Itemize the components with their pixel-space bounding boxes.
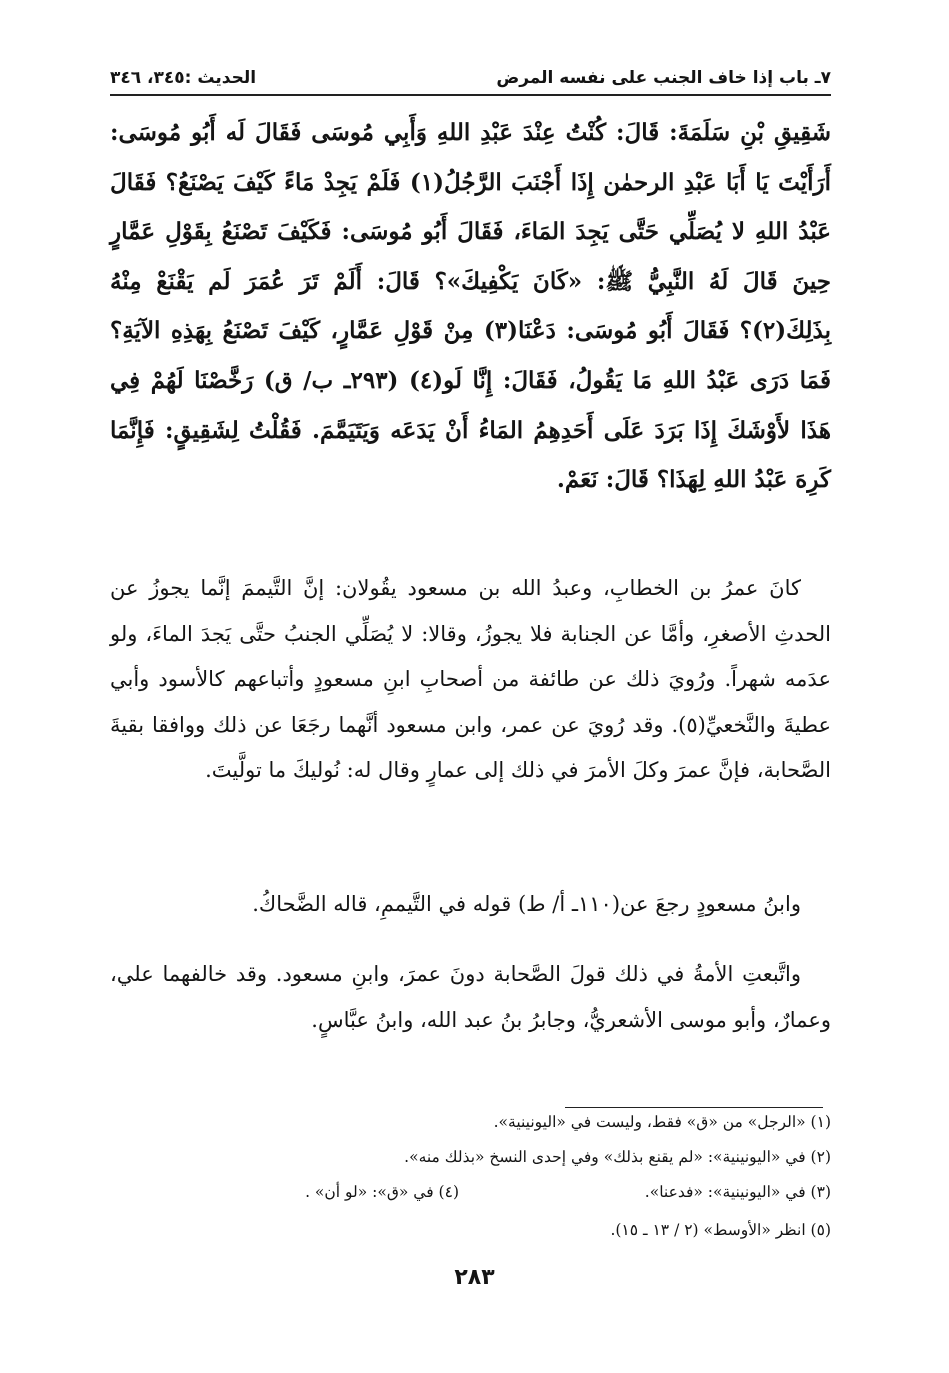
page-number: ٢٨٣ [454, 1265, 495, 1290]
running-header [110, 56, 831, 96]
footnote-2: (٢) في «اليونينية»: «لم يقنع بذلك» وفي إحدى النسخ «بذلك منه». [404, 1148, 831, 1166]
footnote-1: (١) «الرجل» من «ق» فقط، وليست في «اليونينية». [493, 1113, 831, 1131]
commentary-text: وابنُ مسعودٍ رجعَ عن(١١٠ـ أ/ ط) قوله في التَّيممِ، قاله الضَّحاكُ. [252, 892, 801, 916]
commentary-paragraph-3 [110, 952, 831, 1043]
footnote-5: (٥) انظر «الأوسط» (٢ / ١٣ ـ ١٥). [610, 1221, 831, 1239]
footnote-3: (٣) في «اليونينية»: «فدعنا». [644, 1183, 831, 1201]
hadith-text: شَقِيقِ بْنِ سَلَمَةَ: قَالَ: كُنْتُ عِنْدَ عَبْدِ اللهِ وَأَبِي مُوسَى فَقَالَ لَه أَبُو مُوسَى: أَرَأَيْتَ يَا أَبَا عَبْدِ الرحمٰن إِذَا أَجْنَبَ الرَّجُلُ(١) فَلَمْ يَجِدْ مَاءً كَيْفَ يَصْنَعُ؟ فَقَالَ عَبْدُ اللهِ لا يُصَلِّي حَتَّى يَجِدَ المَاءَ، فَقَالَ أَبُو مُوسَى: فَكَيْفَ تَصْنَعُ بِقَوْلِ عَمَّارٍ حِينَ قَالَ لَهُ النَّبِيُّ ﷺ: «كَانَ يَكْفِيكَ»؟ قَالَ: أَلَمْ تَرَ عُمَرَ لَم يَقْنَعْ مِنْهُ بِذَلِكَ(٢)؟ فَقَالَ أَبُو مُوسَى: دَعْنَا(٣) مِنْ قَوْلِ عَمَّارٍ، كَيْفَ تَصْنَعُ بِهَذِهِ الآيَةِ؟ فَمَا دَرَى عَبْدُ اللهِ مَا يَقُولُ، فَقَالَ: إِنَّا لَو(٤) (٢٩٣ـ ب/ ق) رَخَّصْنَا لَهُمْ فِي هَذَا لأَوْشَكَ إِذَا بَرَدَ عَلَى أَحَدِهِمُ المَاءُ أَنْ يَدَعَه وَيَتَيَمَّمَ. فَقُلْتُ لِشَقِيقٍ: فَإِنَّمَا كَرِهَ عَبْدُ اللهِ لِهَذَا؟ قَالَ: نَعَمْ. [110, 119, 831, 494]
chapter-title: ٧ـ باب إذا خاف الجنب على نفسه المرض [496, 68, 831, 88]
commentary-text: واتَّبعتِ الأمةُ في ذلك قولَ الصَّحابة دونَ عمرَ، وابنِ مسعود. وقد خالفهما علي، وعمارٌ، وأبو موسى الأشعريُّ، وجابرُ بنُ عبد الله، وابنُ عبَّاسٍ. [110, 962, 831, 1032]
footnote-separator [565, 1107, 823, 1108]
commentary-paragraph-2 [110, 882, 831, 928]
footnote-4: (٤) في «ق»: «لو أن» . [305, 1183, 459, 1201]
hadith-reference: الحديث :٣٤٥، ٣٤٦ [110, 68, 257, 88]
commentary-text: كانَ عمرُ بن الخطابِ، وعبدُ الله بن مسعود يقُولان: إنَّ التَّيممَ إنَّما يجوزُ عن الحدثِ الأصغرِ، وأمَّا عن الجنابة فلا يجوزُ، وقالا: لا يُصَلِّي الجنبُ حتَّى يَجدَ الماءَ، ولو عدَمه شهراً. ورُويَ ذلك عن طائفة من أصحابِ ابنِ مسعودٍ وأتباعهم كالأسود وأبي عطيةَ والنَّخعيِّ(٥). وقد رُويَ عن عمر، وابن مسعود أنَّهما رجَعَا عن ذلك ووافقا بقيةَ الصَّحابة، فإنَّ عمرَ وكلَ الأمرَ في ذلك إلى عمارٍ وقال له: نُوليكَ ما تولَّيتَ. [110, 576, 831, 782]
commentary-paragraph-1 [110, 566, 831, 794]
